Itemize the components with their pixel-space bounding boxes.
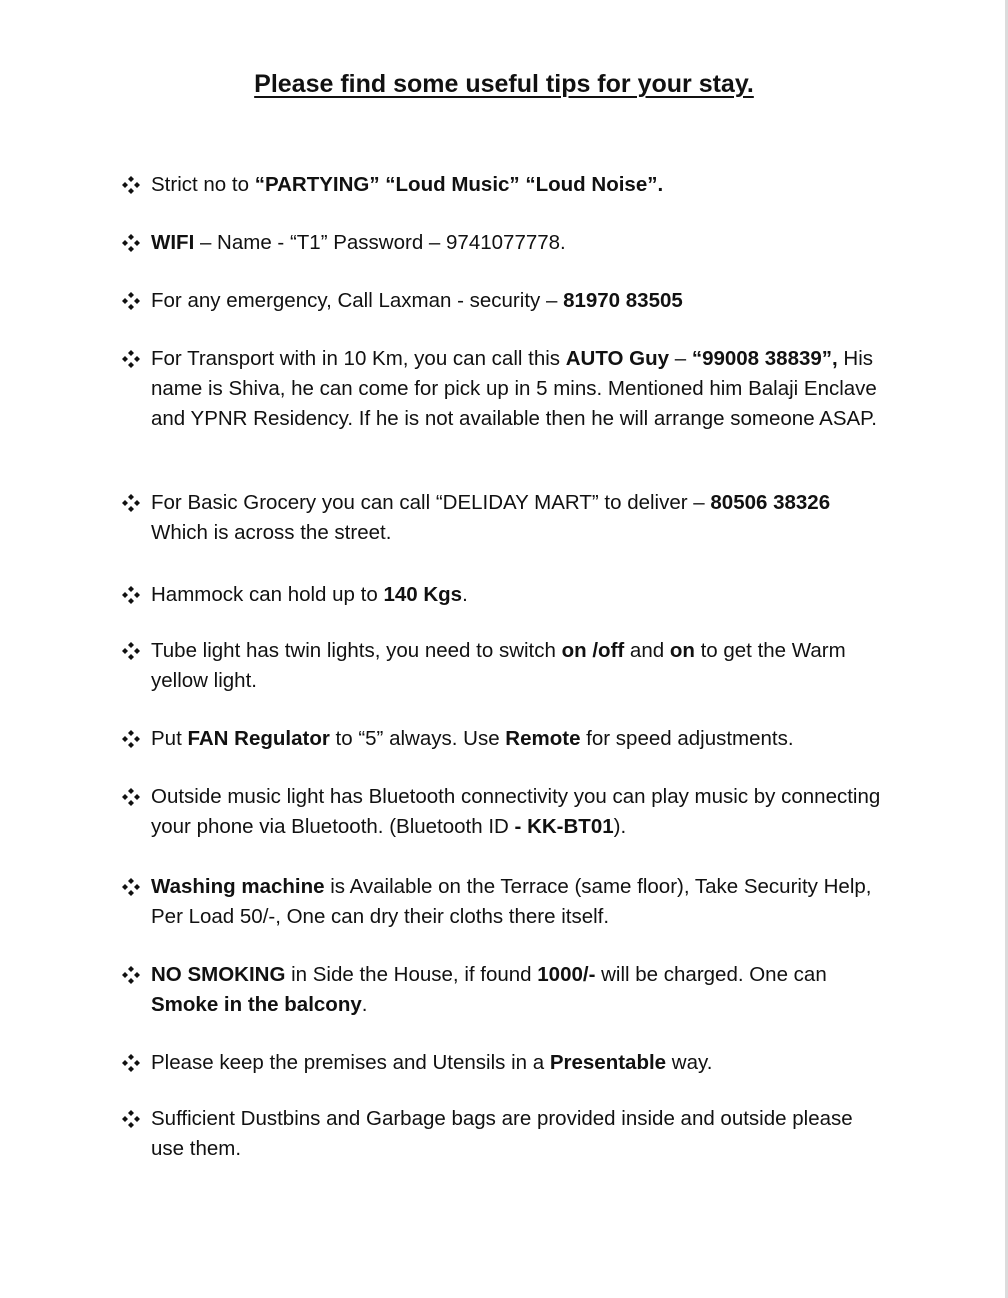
tip-emphasis: - KK-BT01 <box>514 815 614 838</box>
tip-emphasis: NO SMOKING <box>151 963 286 986</box>
tip-item <box>120 872 890 932</box>
diamond-bullet-icon <box>120 1048 142 1078</box>
tip-emphasis: 140 Kgs <box>383 583 463 606</box>
diamond-bullet-icon <box>120 286 142 316</box>
tip-text: ). <box>613 815 627 838</box>
tip-item <box>120 782 890 842</box>
tip-text: For any emergency, Call Laxman - security – <box>151 289 564 312</box>
page-title: Please find some useful tips for your stay. <box>254 70 754 98</box>
tip-text: . <box>462 583 468 606</box>
tip-emphasis: on <box>669 639 695 662</box>
tip-item <box>120 488 890 548</box>
tip-text: will be charged. One can <box>595 963 827 986</box>
tip-text: way. <box>666 1051 713 1074</box>
tip-text: – Name - “T1” Password – 9741077778. <box>194 231 566 254</box>
diamond-bullet-icon <box>120 724 142 754</box>
tip-emphasis: 1000/- <box>537 963 596 986</box>
diamond-bullet-icon <box>120 1104 142 1134</box>
tip-text: and <box>624 639 670 662</box>
diamond-bullet-icon <box>120 170 142 200</box>
tip-text: Outside music light has Bluetooth connectivity you can play music by connecting your phone via Bluetooth. (Bluetooth ID <box>151 785 881 838</box>
tip-emphasis: Washing machine <box>151 875 325 898</box>
tip-text: to get the Warm yellow light. <box>151 639 846 692</box>
tip-item <box>120 1104 890 1164</box>
tip-emphasis: “PARTYING” “Loud Music” “Loud Noise”. <box>254 173 664 196</box>
tip-item <box>120 636 890 696</box>
tip-text: For Transport with in 10 Km, you can call this <box>151 347 566 370</box>
diamond-bullet-icon <box>120 344 142 374</box>
tip-text: For Basic Grocery you can call “DELIDAY MART” to deliver – <box>151 491 711 514</box>
tip-text: . <box>361 993 368 1016</box>
tip-emphasis: on /off <box>561 639 625 662</box>
tip-text: Put <box>151 727 188 750</box>
tip-text: for speed adjustments. <box>580 727 794 750</box>
tip-emphasis: Presentable <box>549 1051 667 1074</box>
tip-emphasis: WIFI <box>151 231 195 254</box>
diamond-bullet-icon <box>120 782 142 812</box>
tip-emphasis: 81970 83505 <box>563 289 683 312</box>
tip-item <box>120 344 890 434</box>
tip-item <box>120 960 890 1020</box>
tip-text: to “5” always. Use <box>329 727 506 750</box>
tip-text: Which is across the street. <box>151 521 392 544</box>
tip-emphasis: Smoke in the balcony <box>151 993 362 1016</box>
tip-item <box>120 724 890 754</box>
tip-text: His name is Shiva, he can come for pick up in 5 mins. Mentioned him Balaji Enclave and YPNR Residency. If he is not available then he will arrange someone ASAP. <box>151 347 877 430</box>
tip-item <box>120 580 890 610</box>
tip-item <box>120 170 890 200</box>
tip-emphasis: Remote <box>505 727 581 750</box>
diamond-bullet-icon <box>120 488 142 518</box>
tip-text: Tube light has twin lights, you need to switch <box>151 639 562 662</box>
tip-text: in Side the House, if found <box>285 963 538 986</box>
tip-emphasis: FAN Regulator <box>187 727 330 750</box>
tip-text: is Available on the Terrace (same floor), Take Security Help, Per Load 50/-, One can dry their cloths there itself. <box>151 875 872 928</box>
diamond-bullet-icon <box>120 228 142 258</box>
tip-emphasis: AUTO Guy <box>565 347 670 370</box>
tip-emphasis: 80506 38326 <box>710 491 831 514</box>
tip-item <box>120 228 890 258</box>
diamond-bullet-icon <box>120 960 142 990</box>
diamond-bullet-icon <box>120 636 142 666</box>
tip-text: Please keep the premises and Utensils in a <box>151 1051 550 1074</box>
tip-item <box>120 286 890 316</box>
tip-text: Hammock can hold up to <box>151 583 384 606</box>
diamond-bullet-icon <box>120 872 142 902</box>
tip-item <box>120 1048 890 1078</box>
tip-text: Strict no to <box>151 173 255 196</box>
tip-text: Sufficient Dustbins and Garbage bags are provided inside and outside please use them. <box>151 1107 853 1160</box>
tip-emphasis: “99008 38839”, <box>691 347 838 370</box>
diamond-bullet-icon <box>120 580 142 610</box>
tip-text: – <box>669 347 692 370</box>
